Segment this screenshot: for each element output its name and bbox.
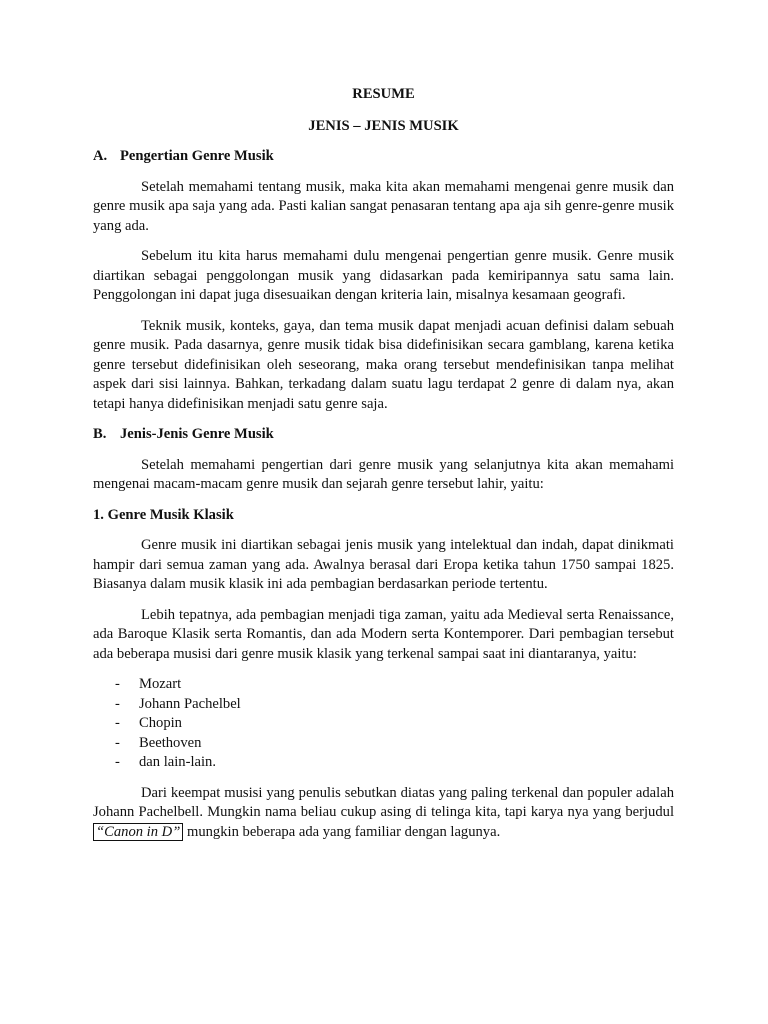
closing-text-before: Dari keempat musisi yang penulis sebutkan diatas yang paling terkenal dan populer adalah Johann Pachelbell. Mungkin nama beliau cukup asing di telinga kita, tapi karya nya yang berjudul	[93, 784, 674, 820]
musician-list	[93, 675, 674, 773]
paragraph: Lebih tepatnya, ada pembagian menjadi tiga zaman, yaitu ada Medieval serta Renaissance, ada Baroque Klasik serta Romantis, dan ada Modern serta Kontemporer. Dari pembagian tersebut ada beberapa musisi dari genre musik klasik yang terkenal sampai saat ini diantaranya, yaitu:	[93, 606, 674, 662]
list-item	[93, 734, 674, 754]
musician-name: Beethoven	[139, 734, 202, 751]
document-page	[93, 85, 674, 842]
list-dash: -	[115, 676, 120, 692]
list-dash: -	[115, 715, 120, 731]
section-a-letter: A.	[93, 148, 108, 164]
paragraph: Setelah memahami pengertian dari genre musik yang selanjutnya kita akan memahami mengenai macam-macam genre musik dan sejarah genre tersebut lahir, yaitu:	[93, 456, 674, 492]
list-item	[93, 714, 674, 734]
musician-name: dan lain-lain.	[139, 754, 216, 770]
paragraph: Sebelum itu kita harus memahami dulu mengenai pengertian genre musik. Genre musik diartikan sebagai penggolongan musik yang didasarkan pada kemiripannya satu sama lain. Penggolongan ini dapat juga disesuaikan dengan kriteria lain, misalnya kesamaan geografi.	[93, 248, 674, 303]
musician-name: Mozart	[139, 676, 182, 692]
document-title: RESUME	[352, 86, 415, 102]
section-b-heading	[93, 425, 674, 445]
subsection-1-heading: 1. Genre Musik Klasik	[93, 506, 234, 523]
section-b-title: Jenis-Jenis Genre Musik	[120, 426, 274, 442]
musician-name: Johann Pachelbel	[139, 695, 241, 712]
song-title-highlight: “Canon in D”	[93, 823, 183, 841]
paragraph: Teknik musik, konteks, gaya, dan tema musik dapat menjadi acuan definisi dalam sebuah genre musik. Pada dasarnya, genre musik tidak bisa didefinisikan secara gamblang, karena ketika genre tersebut didefinisikan oleh seseorang, maka orang tersebut mendefinisikan tanpa melihat aspek dari sisi lainnya. Bahkan, terkadang dalam suatu lagu terdapat 2 genre di dalam nya, akan tetapi hanya didefinisikan menjadi satu genre saja.	[93, 317, 674, 412]
list-dash: -	[115, 695, 120, 712]
section-a-title: Pengertian Genre Musik	[120, 148, 274, 164]
section-b-letter: B.	[93, 426, 107, 442]
closing-paragraph	[93, 784, 674, 843]
paragraph: Genre musik ini diartikan sebagai jenis musik yang intelektual dan indah, dapat dinikmati hampir dari semua zaman yang ada. Awalnya berasal dari Eropa ketika tahun 1750 sampai 1825. Biasanya dalam musik klasik ini ada pembagian berdasarkan periode tertentu.	[93, 537, 674, 592]
list-item	[93, 753, 674, 773]
list-item	[93, 675, 674, 695]
paragraph: Setelah memahami tentang musik, maka kita akan memahami mengenai genre musik dan genre musik apa saja yang ada. Pasti kalian sangat penasaran tentang apa aja sih genre-genre musik yang ada.	[93, 178, 674, 234]
closing-text-after: mungkin beberapa ada yang familiar dengan lagunya.	[183, 823, 501, 840]
section-a-heading	[93, 147, 674, 167]
list-dash: -	[115, 754, 120, 770]
list-dash: -	[115, 734, 120, 751]
document-subtitle: JENIS – JENIS MUSIK	[308, 117, 459, 134]
musician-name: Chopin	[139, 715, 182, 731]
list-item	[93, 695, 674, 715]
